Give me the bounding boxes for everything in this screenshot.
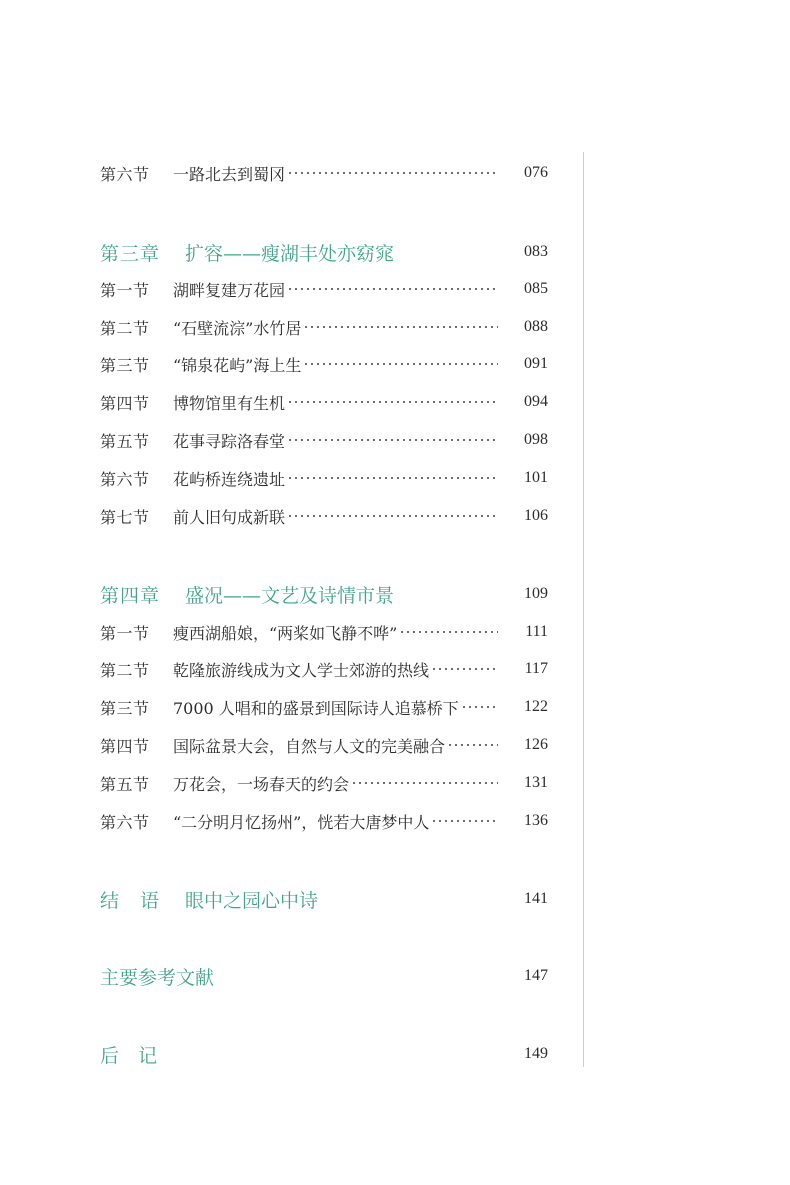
- chapter-label: 第三章: [100, 242, 161, 265]
- section-label: 第二节: [100, 660, 150, 680]
- toc-section-entry[interactable]: [100, 349, 548, 379]
- page-number: 094: [524, 393, 548, 410]
- section-label: 第一节: [100, 280, 150, 300]
- section-title: “锦泉花屿”海上生: [173, 355, 302, 375]
- toc-section-entry[interactable]: [100, 274, 548, 304]
- section-label: 第五节: [100, 774, 150, 794]
- dot-leader: [287, 477, 498, 479]
- page-number: 101: [524, 469, 548, 486]
- page-number: 149: [524, 1045, 548, 1062]
- section-title: 湖畔复建万花园: [173, 280, 286, 300]
- section-title: “二分明月忆扬州”，恍若大唐梦中人: [173, 812, 430, 832]
- section-title: 乾隆旅游线成为文人学士郊游的热线: [173, 660, 430, 680]
- toc-section-entry[interactable]: [100, 463, 548, 493]
- section-title: 瘦西湖船娘，“两桨如飞静不哗”: [173, 623, 398, 643]
- page-number: 109: [524, 585, 548, 602]
- section-label: 第一节: [100, 623, 150, 643]
- page-number: 117: [524, 660, 548, 677]
- dot-leader: [461, 706, 498, 708]
- dot-leader: [287, 515, 498, 517]
- dot-leader: [351, 782, 498, 784]
- section-title: 博物馆里有生机: [173, 393, 286, 413]
- section-title: 万花会，一场春天的约会: [173, 774, 350, 794]
- page-number: 091: [524, 355, 548, 372]
- dot-leader: [303, 363, 498, 365]
- dot-leader: [287, 439, 498, 441]
- dot-leader: [287, 288, 498, 290]
- dot-leader: [447, 744, 498, 746]
- section-label: 第四节: [100, 393, 150, 413]
- section-title: “石壁流淙”水竹居: [173, 318, 302, 338]
- section-label: 第二节: [100, 318, 150, 338]
- section-title: 一路北去到蜀冈: [173, 164, 286, 184]
- toc-afterword[interactable]: [100, 1039, 548, 1069]
- toc-chapter-3[interactable]: [100, 237, 548, 267]
- toc-section-entry[interactable]: [100, 654, 548, 684]
- dot-leader: [287, 401, 498, 403]
- section-title: 前人旧句成新联: [173, 507, 286, 527]
- chapter-title: 扩容——瘦湖丰处亦窈窕: [185, 242, 395, 265]
- section-title: 7000 人唱和的盛景到国际诗人追慕桥下: [173, 698, 459, 718]
- dot-leader: [399, 631, 498, 633]
- toc-section-entry[interactable]: [100, 425, 548, 455]
- section-title: 花事寻踪洛春堂: [173, 431, 286, 451]
- page-number: 098: [524, 431, 548, 448]
- chapter-label: 结 语: [100, 889, 161, 912]
- page-number: 088: [524, 318, 548, 335]
- chapter-label: 第四章: [100, 584, 161, 607]
- section-title: 花屿桥连绕遗址: [173, 469, 286, 489]
- section-label: 第三节: [100, 355, 150, 375]
- page-number: 076: [524, 164, 548, 181]
- dot-leader: [431, 820, 498, 822]
- page-number: 106: [524, 507, 548, 524]
- chapter-title: 后 记: [100, 1044, 158, 1067]
- section-label: 第四节: [100, 736, 150, 756]
- page-number: 111: [525, 623, 548, 640]
- dot-leader: [303, 326, 498, 328]
- page-number: 147: [524, 967, 548, 984]
- toc-section-entry[interactable]: [100, 312, 548, 342]
- section-label: 第五节: [100, 431, 150, 451]
- page-number: 122: [524, 698, 548, 715]
- toc-section-entry[interactable]: [100, 806, 548, 836]
- toc-section-entry[interactable]: [100, 768, 548, 798]
- section-label: 第六节: [100, 469, 150, 489]
- toc-chapter-4[interactable]: [100, 579, 548, 609]
- toc-section-entry[interactable]: [100, 692, 548, 722]
- toc-section-entry[interactable]: [100, 387, 548, 417]
- page-number: 131: [524, 774, 548, 791]
- toc-section-entry[interactable]: [100, 730, 548, 760]
- section-label: 第六节: [100, 812, 150, 832]
- page-number: 141: [524, 890, 548, 907]
- dot-leader: [287, 172, 498, 174]
- toc-references[interactable]: [100, 961, 548, 991]
- page-number: 083: [524, 243, 548, 260]
- section-label: 第三节: [100, 698, 150, 718]
- section-label: 第六节: [100, 164, 150, 184]
- chapter-title: 主要参考文献: [100, 966, 215, 989]
- section-label: 第七节: [100, 507, 150, 527]
- dot-leader: [431, 668, 498, 670]
- page-number: 085: [524, 280, 548, 297]
- toc-section-entry[interactable]: [100, 501, 548, 531]
- toc-section-entry[interactable]: [100, 617, 548, 647]
- chapter-title: 眼中之园心中诗: [185, 889, 319, 912]
- toc-conclusion[interactable]: [100, 884, 548, 914]
- page-number: 136: [524, 812, 548, 829]
- page-number: 126: [524, 736, 548, 753]
- chapter-title: 盛况——文艺及诗情市景: [185, 584, 395, 607]
- section-title: 国际盆景大会，自然与人文的完美融合: [173, 736, 446, 756]
- toc-section-entry[interactable]: [100, 158, 548, 188]
